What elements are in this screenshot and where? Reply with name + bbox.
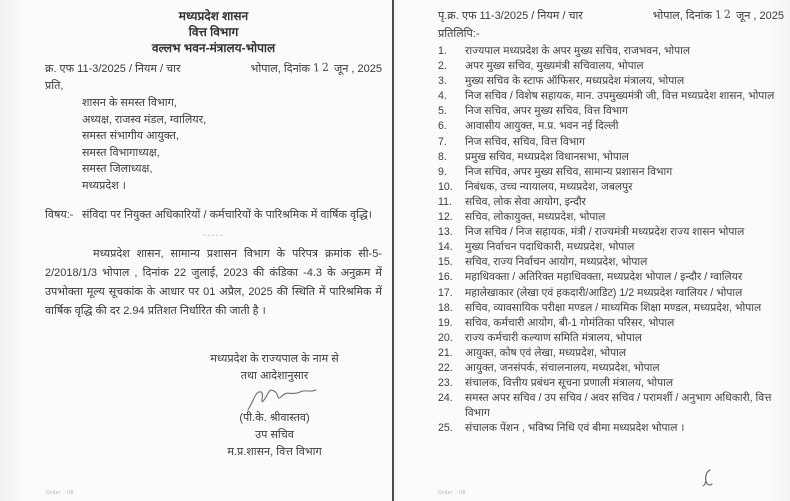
item-number: 3. xyxy=(438,75,447,88)
place-date xyxy=(251,61,382,76)
to-label: प्रति, xyxy=(45,80,64,92)
item-text: निज सचिव / विशेष सहायक, मान. उपमुख्यमंत्री जी, वित्त मध्यप्रदेश शासन, भोपाल xyxy=(465,90,775,103)
item-number: 6. xyxy=(438,120,447,133)
date-suffix: जून , 2025 xyxy=(334,63,382,75)
item-number: 2. xyxy=(438,60,447,73)
item-number: 17. xyxy=(438,286,453,299)
letterhead-address: वल्लभ भवन-मंत्रालय-भोपाल xyxy=(151,41,276,55)
item-number: 18. xyxy=(438,301,453,314)
subject-row xyxy=(45,207,382,224)
item-text: आयुक्त, कोष एवं लेखा, मध्यप्रदेश, भोपाल xyxy=(465,346,627,359)
addressee-line: अध्यक्ष, राजस्व मंडल, ग्वालियर, xyxy=(82,113,207,126)
signature-authority-line1: मध्यप्रदेश के राज्यपाल के नाम से xyxy=(210,353,339,365)
letterhead xyxy=(45,8,382,56)
item-text: आवासीय आयुक्त, म.प्र. भवन नई दिल्ली xyxy=(465,120,619,133)
letterhead-govt: मध्यप्रदेश शासन xyxy=(178,9,249,23)
item-text: निज सचिव / निज सहायक, मंत्री / राज्यमंत्री मध्यप्रदेश राज्य शासन भोपाल xyxy=(465,226,745,239)
copy-list-item xyxy=(438,421,784,436)
item-number: 8. xyxy=(438,150,447,163)
item-number: 1. xyxy=(438,45,447,57)
copy-list-item xyxy=(438,301,784,316)
copy-list-item xyxy=(438,286,784,301)
copy-list-item xyxy=(438,361,784,376)
page-1 xyxy=(0,0,392,501)
copy-list-item xyxy=(438,255,784,270)
copy-list-item xyxy=(438,89,784,104)
copy-list-item xyxy=(438,210,784,225)
item-text: सचिव, लोक सेवा आयोग, इन्दौर xyxy=(465,195,586,208)
copy-list-item xyxy=(438,165,784,180)
item-text: राज्य कर्मचारी कल्याण समिति मंत्रालय, भोपाल xyxy=(465,331,642,344)
copy-list-item xyxy=(438,135,784,150)
separator-dashes: ----- xyxy=(202,230,225,241)
handwritten-day: 12 xyxy=(714,7,734,22)
place-date xyxy=(653,8,784,23)
copy-list-item xyxy=(438,225,784,240)
date-suffix: जून , 2025 xyxy=(736,10,784,22)
signatory-name: (पी.के. श्रीवास्तव) xyxy=(239,412,310,424)
signature-scribble xyxy=(167,386,382,412)
item-text: संचालक, वित्तीय प्रबंधन सूचना प्रणाली मंत्रालय, भोपाल xyxy=(465,377,674,390)
item-text: निज सचिव, सचिव, वित्त विभाग xyxy=(465,135,585,148)
endorsement-reference-line xyxy=(438,8,784,23)
subject-text: संविदा पर नियुक्त अधिकारियों / कर्मचारियों के पारिश्रमिक में वार्षिक वृद्धि। xyxy=(82,209,372,221)
copy-list-item xyxy=(438,150,784,165)
copy-list-item xyxy=(438,316,784,331)
item-number: 22. xyxy=(438,361,453,374)
addressee-line: समस्त विभागाध्यक्ष, xyxy=(82,146,160,159)
signatory-designation: उप सचिव xyxy=(255,429,294,441)
item-number: 25. xyxy=(438,422,453,435)
item-text: मुख्य सचिव के स्टाफ ऑफिसर, मध्यप्रदेश मंत्रालय, भोपाल xyxy=(465,75,685,88)
reference-number: क्र. एफ 11-3/2025 / नियम / चार xyxy=(45,63,181,75)
signatory-department: म.प्र.शासन, वित्त विभाग xyxy=(227,446,322,458)
item-number: 12. xyxy=(438,211,453,224)
copy-list-item xyxy=(438,180,784,195)
subject-label: विषय:- xyxy=(45,209,74,221)
copy-list-item xyxy=(438,119,784,134)
copy-list-item xyxy=(438,195,784,210)
item-number: 15. xyxy=(438,256,453,269)
addressee-line: समस्त जिलाध्यक्ष, xyxy=(82,163,153,175)
item-text: सचिव, व्यावसायिक परीक्षा मण्डल / माध्यमिक शिक्षा मण्डल, मध्यप्रदेश, भोपाल xyxy=(465,301,762,314)
copy-list-item xyxy=(438,104,784,119)
item-number: 20. xyxy=(438,331,453,344)
item-number: 5. xyxy=(438,105,447,118)
copy-list-item xyxy=(438,331,784,346)
body-paragraph: मध्यप्रदेश शासन, सामान्य प्रशासन विभाग के परिपत्र क्रमांक सी-5-2/2018/1/3 भोपाल , दिनांक 22 जुलाई, 2023 की कंडिका -4.3 के अनुक्रम में उपभोक्ता मूल्य सूचकांक के आधार पर 01 अप्रैल, 2025 की स्थिति में पारिश्रमिक में वार्षिक वृद्धि की दर 2.94 प्रतिशत निर्धारित की जाती है । xyxy=(45,248,382,317)
date-prefix: भोपाल, दिनांक xyxy=(250,63,310,75)
handwritten-day: 12 xyxy=(312,60,332,75)
item-number: 19. xyxy=(438,316,453,329)
item-text: संचालक पेंशन , भविष्य निधि एवं बीमा मध्यप्रदेश भोपाल । xyxy=(465,422,685,435)
item-text: मुख्य निर्वाचन पदाधिकारी, मध्यप्रदेश, भोपाल xyxy=(465,241,635,254)
item-text: सचिव, लोकायुक्त, मध्यप्रदेश, भोपाल xyxy=(465,211,606,224)
footer-stamp: Order - 08 xyxy=(46,490,74,496)
item-number: 11. xyxy=(438,195,452,208)
item-number: 13. xyxy=(438,226,453,239)
page-2 xyxy=(394,0,790,501)
copy-list-item xyxy=(438,391,784,421)
copy-list-item xyxy=(438,270,784,285)
letterhead-dept: वित्त विभाग xyxy=(188,25,239,39)
copy-to-label: प्रतिलिपि:- xyxy=(438,28,480,40)
item-text: प्रमुख सचिव, मध्यप्रदेश विधानसभा, भोपाल xyxy=(465,150,629,163)
item-text: निबंधक, उच्च न्यायालय, मध्यप्रदेश, जबलपुर xyxy=(465,180,633,193)
signature-authority-line2: तथा आदेशानुसार xyxy=(240,370,309,382)
item-text: निज सचिव, अपर मुख्य सचिव, वित्त विभाग xyxy=(465,105,628,118)
item-text: महाधिवक्ता / अतिरिक्त महाधिवक्ता, मध्यप्रदेश भोपाल / इन्दौर / ग्वालियर xyxy=(465,271,743,284)
addressee-line: शासन के समस्त विभाग, xyxy=(82,97,177,109)
item-text: राज्यपाल मध्यप्रदेश के अपर मुख्य सचिव, राजभवन, भोपाल xyxy=(465,45,691,57)
item-number: 4. xyxy=(438,90,447,103)
item-number: 10. xyxy=(438,180,453,193)
copy-list-item xyxy=(438,59,784,74)
item-text: समस्त अपर सचिव / उप सचिव / अवर सचिव / परामर्शी / अनुभाग अधिकारी, वित्त विभाग xyxy=(465,392,772,420)
item-text: निज सचिव, अपर मुख्य सचिव, सामान्य प्रशासन विभाग xyxy=(465,165,673,178)
addressee-line: मध्यप्रदेश । xyxy=(82,179,126,192)
copy-to-list xyxy=(438,44,784,436)
item-number: 23. xyxy=(438,377,453,390)
copy-list-item xyxy=(438,44,784,59)
item-text: सचिव, कर्मचारी आयोग, बी-1 गोमंतिका परिसर, भोपाल xyxy=(465,316,675,329)
item-text: महालेखाकार (लेखा एवं हकदारी/आडिट) 1/2 मध्यप्रदेश ग्वालियर / भोपाल xyxy=(465,286,743,299)
copy-list-item xyxy=(438,376,784,391)
item-text: अपर मुख्य सचिव, मुख्यमंत्री सचिवालय, भोपाल xyxy=(465,60,644,73)
addressee-line: समस्त संभागीय आयुक्त, xyxy=(82,130,179,142)
endorsement-number: पृ.क्र. एफ 11-3/2025 / नियम / चार xyxy=(438,10,583,22)
addressee-list xyxy=(82,95,382,194)
date-prefix: भोपाल, दिनांक xyxy=(652,10,712,22)
copy-list-item xyxy=(438,74,784,89)
initial-mark xyxy=(701,468,715,493)
copy-list-item xyxy=(438,346,784,361)
item-number: 9. xyxy=(438,165,447,178)
signature-block xyxy=(167,351,382,461)
item-number: 21. xyxy=(438,346,453,359)
item-text: सचिव, राज्य निर्वाचन आयोग, मध्यप्रदेश, भोपाल xyxy=(465,256,648,269)
item-number: 14. xyxy=(438,241,453,254)
reference-line xyxy=(45,61,382,76)
item-text: आयुक्त, जनसंपर्क, संचालनालय, मध्यप्रदेश, भोपाल xyxy=(465,361,660,374)
item-number: 24. xyxy=(438,392,453,405)
footer-stamp: Order - 08 xyxy=(438,490,466,496)
copy-list-item xyxy=(438,240,784,255)
item-number: 16. xyxy=(438,271,453,284)
item-number: 7. xyxy=(438,135,447,148)
